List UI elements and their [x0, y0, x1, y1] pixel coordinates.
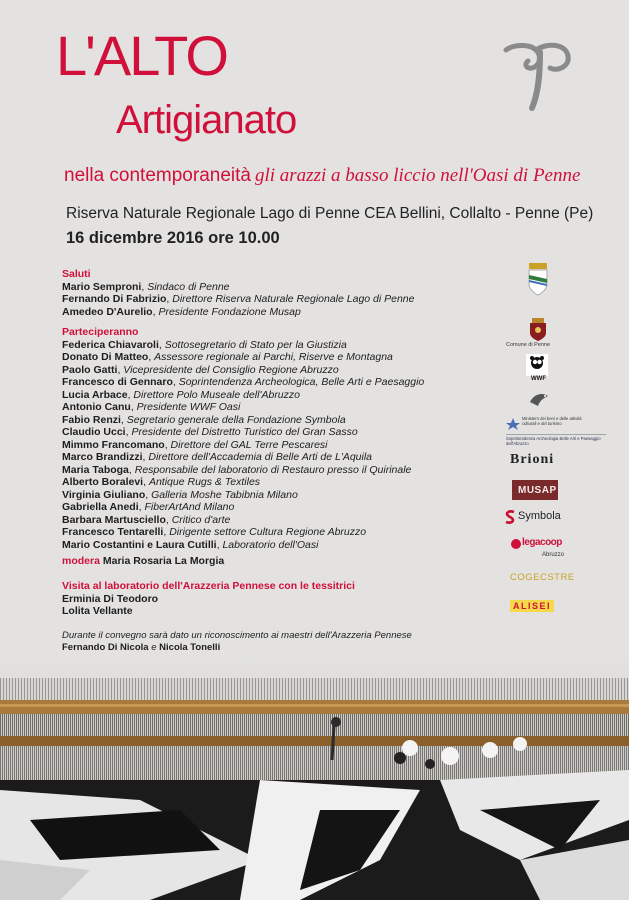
- subtitle: [64, 165, 580, 187]
- list-item: Donato Di Matteo, Assessore regionale ai Parchi, Riserve e Montagna: [62, 351, 393, 363]
- brioni-logo: Brioni: [510, 452, 555, 467]
- list-item: Alberto Boralevi, Antique Rugs & Textiles: [62, 476, 261, 488]
- event-date: 16 dicembre 2016 ore 10.00: [66, 229, 280, 247]
- list-item: Erminia Di Teodoro: [62, 592, 159, 605]
- modera-label: modera: [62, 555, 100, 567]
- legacoop-sub-label: Abruzzo: [542, 552, 565, 558]
- subtitle-main: nella contemporaneità: [64, 165, 251, 186]
- list-item: Antonio Canu, Presidente WWF Oasi: [62, 401, 241, 413]
- list-item: Mario Costantini e Laura Cutilli, Laboratorio dell'Oasi: [62, 538, 319, 551]
- alisei-logo: ALISEI: [510, 600, 554, 612]
- loom-photo: [0, 660, 629, 900]
- list-item: Virginia Giuliano, Galleria Moshe Tabibnia Milano: [62, 488, 298, 501]
- soprintendenza-label: Soprintendenza Archeologia Belle Arti e Paesaggio dell'Abruzzo: [506, 436, 601, 446]
- symbola-icon: [504, 510, 516, 524]
- list-item: Mario Semproni, Sindaco di Penne: [62, 280, 230, 293]
- parteciperanno-section: [62, 326, 424, 551]
- comune-crest-icon: [528, 318, 548, 342]
- list-item: Amedeo D'Aurelio, Presidente Fondazione Musap: [62, 305, 301, 318]
- divider: [506, 434, 606, 435]
- venue: Riserva Naturale Regionale Lago di Penne CEA Bellini, Collalto - Penne (Pe): [66, 205, 594, 222]
- list-item: Francesco di Gennaro, Soprintendenza Archeologica, Belle Arti e Paesaggio: [62, 376, 425, 388]
- ministero-star-icon: [506, 418, 520, 430]
- list-item: Lolita Vellante: [62, 605, 133, 617]
- durante-note: [62, 630, 412, 654]
- saluti-section: [62, 268, 415, 318]
- legacoop-icon: [510, 538, 522, 550]
- ministero-label: Ministero dei beni e delle attività culturali e del turismo: [522, 416, 582, 426]
- regione-abruzzo-logo-icon: [526, 262, 550, 296]
- durante-text: Durante il convegno sarà dato un riconoscimento ai maestri dell'Arazzeria Pennese: [62, 630, 412, 641]
- list-item: Gabriella Anedi, FiberArtAnd Milano: [62, 501, 235, 513]
- wwf-label: WWF: [531, 376, 546, 382]
- durante-names: Fernando Di Nicola e Nicola Tonelli: [62, 642, 221, 653]
- cogecstre-label: COGECSTRE: [510, 572, 575, 583]
- modera-line: [62, 555, 224, 568]
- comune-label: Comune di Penne: [506, 342, 551, 348]
- legacoop-label: legacoop: [522, 537, 562, 548]
- parteciperanno-heading: Parteciperanno: [62, 326, 139, 338]
- symbola-label: Symbola: [518, 510, 561, 522]
- list-item: Francesco Tentarelli, Dirigente settore Cultura Regione Abruzzo: [62, 526, 367, 538]
- title-line2: Artigianato: [116, 98, 297, 142]
- visita-section: [62, 580, 355, 618]
- musap-logo: [512, 480, 558, 500]
- monogram-logo-icon: [496, 36, 576, 116]
- list-item: Mimmo Francomano, Direttore del GAL Terre Pescaresi: [62, 438, 328, 451]
- list-item: Paolo Gatti, Vicepresidente del Consiglio Regione Abruzzo: [62, 363, 339, 376]
- subtitle-italic: gli arazzi a basso liccio nell'Oasi di Penne: [254, 165, 581, 186]
- visita-heading: Visita al laboratorio dell'Arazzeria Pennese con le tessitrici: [62, 580, 355, 592]
- list-item: Maria Taboga, Responsabile del laboratorio di Restauro presso il Quirinale: [62, 463, 412, 476]
- list-item: Claudio Ucci, Presidente del Distretto Turistico del Gran Sasso: [62, 426, 358, 438]
- musap-label: MUSAP: [518, 485, 557, 496]
- list-item: Lucia Arbace, Direttore Polo Museale dell'Abruzzo: [62, 388, 300, 401]
- list-item: Fernando Di Fabrizio, Direttore Riserva Naturale Regionale Lago di Penne: [62, 293, 415, 305]
- wwf-panda-icon: [526, 354, 548, 376]
- bird-logo-icon: [528, 388, 550, 408]
- modera-name: Maria Rosaria La Morgia: [102, 555, 225, 567]
- list-item: Federica Chiavaroli, Sottosegretario di Stato per la Giustizia: [62, 338, 347, 351]
- list-item: Marco Brandizzi, Direttore dell'Accademia di Belle Arti de L'Aquila: [62, 451, 373, 463]
- list-item: Fabio Renzi, Segretario generale della Fondazione Symbola: [62, 413, 346, 426]
- list-item: Barbara Martusciello, Critico d'arte: [62, 513, 231, 526]
- title-line1: L'ALTO: [56, 24, 227, 87]
- saluti-heading: Saluti: [62, 268, 91, 280]
